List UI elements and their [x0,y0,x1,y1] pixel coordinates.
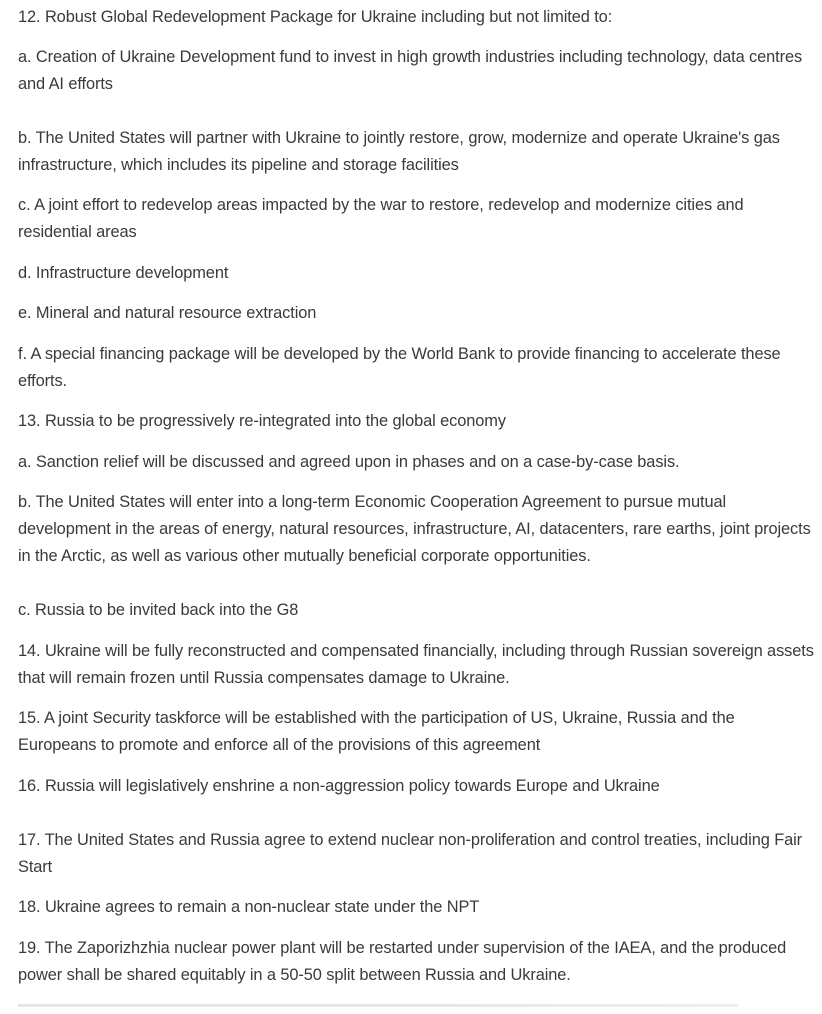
cut-off-text-line [18,1000,738,1014]
paragraph-12b: b. The United States will partner with Ukraine to jointly restore, grow, modernize and operate Ukraine's gas infrastructure, which includes its pipeline and storage facilities [18,129,780,174]
paragraph-12f: f. A special financing package will be developed by the World Bank to provide financing to accelerate these efforts. [18,345,781,390]
paragraph-13c: c. Russia to be invited back into the G8 [18,601,299,619]
paragraph-13a: a. Sanction relief will be discussed and agreed upon in phases and on a case-by-case basis. [18,453,680,471]
paragraph-18: 18. Ukraine agrees to remain a non-nuclear state under the NPT [18,898,480,916]
paragraph-12c: c. A joint effort to redevelop areas impacted by the war to restore, redevelop and modernize cities and residential areas [18,196,744,241]
paragraph-15: 15. A joint Security taskforce will be established with the participation of US, Ukraine, Russia and the Europeans to promote and enforce all of the provisions of this agreement [18,709,735,754]
paragraph-13b: b. The United States will enter into a long-term Economic Cooperation Agreement to pursue mutual development in the areas of energy, natural resources, infrastructure, AI, datacenters, rare earths, joint projects in the Arctic, as well as various other mutually beneficial corporate opportunities. [18,493,811,565]
paragraph-12d: d. Infrastructure development [18,264,229,282]
paragraph-17: 17. The United States and Russia agree to extend nuclear non-proliferation and control treaties, including Fair Start [18,831,803,876]
paragraph-12a: a. Creation of Ukraine Development fund to invest in high growth industries including technology, data centres and AI efforts [18,48,803,93]
paragraph-12e: e. Mineral and natural resource extraction [18,304,317,322]
paragraph-14: 14. Ukraine will be fully reconstructed and compensated financially, including through Russian sovereign assets that will remain frozen until Russia compensates damage to Ukraine. [18,642,814,687]
paragraph-12: 12. Robust Global Redevelopment Package for Ukraine including but not limited to: [18,8,613,26]
paragraph-19: 19. The Zaporizhzhia nuclear power plant will be restarted under supervision of the IAEA, and the produced power shall be shared equitably in a 50-50 split between Russia and Ukraine. [18,939,787,984]
paragraph-13: 13. Russia to be progressively re-integrated into the global economy [18,412,506,430]
paragraph-16: 16. Russia will legislatively enshrine a non-aggression policy towards Europe and Ukraine [18,777,660,795]
